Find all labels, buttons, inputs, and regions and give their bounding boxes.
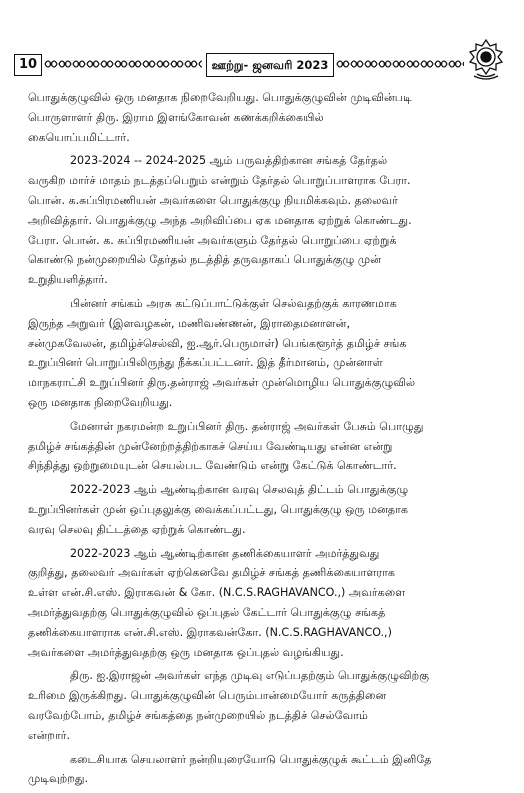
text-line: அமர்த்துவதற்கு பொதுக்குழுவில் ஒப்புதல் கேட்டார் பொதுக்குழு சங்கத்: [28, 605, 386, 619]
text-line: கொண்டு நன்முறையில் தேர்தல் நடத்தித் தருவதாகப் பொதுக்குழு முன்: [28, 253, 381, 267]
university-seal-icon: [466, 38, 506, 82]
paragraph-5: [28, 480, 496, 539]
decorative-border-right: [336, 57, 464, 71]
paragraph-7: [28, 666, 496, 745]
text-line: உள்ள என்.சி.எஸ். இராகவன் & கோ. (N.C.S.RAGHAVANCO.,) அவர்களை: [28, 586, 406, 600]
paragraph-2: [28, 151, 496, 290]
text-line: முடிவுற்றது.: [28, 772, 89, 786]
paragraph-1: [28, 88, 496, 147]
text-line: பொதுக்குழுவில் ஒரு மனதாக நிறைவேறியது. பொதுக்குழுவின் முடிவின்படி: [28, 91, 412, 104]
text-line: 2023-2024 -- 2024-2025 ஆம் பருவத்திற்கான சங்கத் தேர்தல்: [70, 154, 388, 168]
paragraph-8: [28, 750, 496, 790]
text-line: மேனாள் நகரமன்ற உறுப்பினர் திரு. தன்ராஜ் அவர்கள் பேசும் பொழுது: [70, 419, 424, 433]
text-line: ஒரு மனதாக நிறைவேறியது.: [28, 395, 173, 409]
text-line: சன்முகவேலன், தமிழ்ச்செல்வி, ஐ.ஆர்.பெருமாள்) பெங்களூர்த் தமிழ்ச் சங்க: [28, 336, 407, 350]
paragraph-3: [28, 294, 496, 413]
issue-title: ஊற்று- ஜனவரி 2023: [206, 53, 334, 77]
text-line: சிந்தித்து ஒற்றுமையுடன் செயல்பட வேண்டும் என்று கேட்டுக் கொண்டார்.: [28, 459, 397, 473]
text-line: மாநகராட்சி உறுப்பினர் திரு.தன்ராஜ் அவர்கள் முன்மொழிய பொதுக்குழுவில்: [28, 376, 416, 390]
text-line: பேரா. பொன். க. சுப்பிரமணியன் அவர்களும் தேர்தல் பொறுப்பை ஏற்றுக்: [28, 233, 397, 247]
text-line: பொருளாளர் திரு. இராம இளங்கோவன் கணக்கறிக்கையில்: [28, 110, 324, 124]
text-line: வருகிற மார்ச் மாதம் நடத்தப்பெறும் என்றும் தேர்தல் பொறுப்பாளராக பேரா.: [28, 174, 411, 188]
text-line: குறித்து, தலைவர் அவர்கள் ஏற்கெனவே தமிழ்ச் சங்கத் தணிக்கையாளராக: [28, 566, 395, 580]
text-line: வரவு செலவு திட்டத்தை ஏற்றுக் கொண்டது.: [28, 522, 246, 536]
text-line: என்றார்.: [28, 728, 71, 742]
text-line: பின்னர் சங்கம் அரசு கட்டுப்பாட்டுக்குள் செல்வதற்குக் காரணமாக: [70, 296, 397, 310]
text-line: திரு. ஐ.இராஜன் அவர்கள் எந்த முடிவு எடுப்பதற்கும் பொதுக்குழுவிற்கு: [70, 669, 430, 683]
article-body: [28, 88, 496, 793]
text-line: தமிழ்ச் சங்கத்தின் முன்னேற்றத்திற்காகச் செய்ய வேண்டியது என்ன என்று: [28, 439, 393, 453]
text-line: கடைசியாக செயலாளர் நன்றியுரையோடு பொதுக்குழுக் கூட்டம் இனிதே: [70, 752, 432, 766]
text-line: அறிவித்தார். பொதுக்குழு அந்த அறிவிப்பை ஏக மனதாக ஏற்றுக் கொண்டது.: [28, 213, 412, 227]
text-line: இருந்த அறுவர் (இளவழகன், மணிவண்ணன், இராதைமனாளன்,: [28, 316, 350, 330]
text-line: தணிக்கையாளராக என்.சி.எஸ். இராகவன்கோ. (N.C.S.RAGHAVANCO.,): [28, 625, 392, 639]
decorative-border-left: [44, 57, 202, 71]
text-line: பொன். க.சுப்பிரமணியன் அவர்களை பொதுக்குழு நியமிக்கவும். தலைவர்: [28, 193, 398, 207]
text-line: உரிமை இருக்கிறது. பொதுக்குழுவின் பெரும்பான்மையோர் கருத்தினை: [28, 689, 387, 703]
text-line: 2022-2023 ஆம் ஆண்டிற்கான வரவு செலவுத் திட்டம் பொதுக்குழு: [70, 483, 409, 497]
paragraph-6: [28, 544, 496, 663]
text-line: உறுப்பினர் பொறுப்பிலிருந்து நீக்கப்பட்டனர். இத் தீர்மானம், முன்னாள்: [28, 356, 383, 370]
page-header: [14, 50, 510, 80]
text-line: உறுப்பினர்கள் முன் ஒப்புதலுக்கு வைக்கப்பட்டது, பொதுக்குழு ஒரு மனதாக: [28, 502, 409, 516]
text-line: கையொப்பமிட்டார்.: [28, 130, 130, 144]
page-number: 10: [14, 54, 42, 76]
text-line: வரவேற்போம், தமிழ்ச் சங்கத்தை நன்முறையில் நடத்திச் செல்வோம்: [28, 708, 368, 722]
text-line: 2022-2023 ஆம் ஆண்டிற்கான தணிக்கையாளர் அமர்த்துவது: [70, 546, 380, 560]
text-line: அவர்களை அமர்த்துவதற்கு ஒரு மனதாக ஒப்புதல் வழங்கியது.: [28, 645, 344, 659]
text-line: உறுதியளித்தார்.: [28, 273, 108, 287]
paragraph-4: [28, 417, 496, 476]
